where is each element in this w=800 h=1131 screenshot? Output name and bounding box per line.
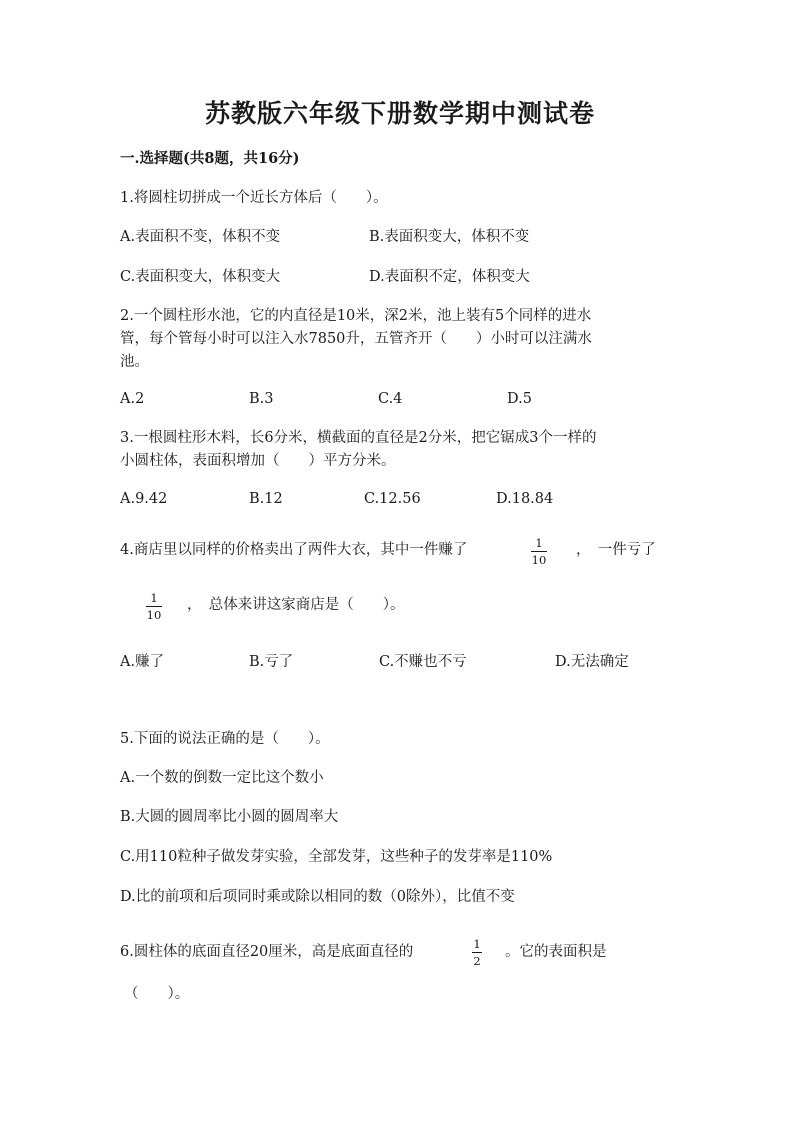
fraction-numerator: 1 (150, 591, 158, 605)
page-title: 苏教版六年级下册数学期中测试卷 (204, 99, 595, 128)
question-stem-line-1: 3.一根圆柱形木料，长6分米，横截面的直径是2分米，把它锯成3个一样的 (120, 430, 597, 446)
option-c: C.不赚也不亏 (379, 654, 467, 670)
option-d: D.5 (507, 391, 532, 407)
question-stem-line-1: 6.圆柱体的底面直径20厘米，高是底面直径的 (120, 944, 414, 960)
question-stem-line-1: 4.商店里以同样的价格卖出了两件大衣，其中一件赚了 (120, 542, 468, 558)
fraction-numerator: 1 (535, 536, 543, 550)
option-d: D.无法确定 (555, 654, 629, 670)
option-c: C.12.56 (364, 491, 421, 507)
option-b: B.表面积变大，体积不变 (369, 229, 530, 245)
fraction-one-half (472, 937, 482, 968)
question-stem-line-1: 2.一个圆柱形水池，它的内直径是10米，深2米，池上装有5个同样的进水 (120, 308, 592, 324)
question-stem-line-1-cont: ， 一件亏了 (576, 542, 656, 558)
fraction-bar (531, 551, 547, 552)
fraction-numerator: 1 (473, 937, 481, 951)
fraction-denominator: 10 (146, 608, 162, 622)
question-stem: 1.将圆柱切拼成一个近长方体后（ ）。 (120, 190, 388, 206)
fraction-denominator: 10 (531, 553, 547, 567)
question-stem-line-2: 小圆柱体，表面积增加（ ）平方分米。 (120, 453, 396, 469)
fraction-one-tenth (531, 536, 547, 567)
option-b: B.3 (249, 391, 274, 407)
option-a: A.表面积不变，体积不变 (120, 229, 281, 245)
option-b: B.12 (249, 491, 283, 507)
option-a: A.2 (120, 391, 145, 407)
option-b: B.大圆的圆周率比小圆的圆周率大 (120, 809, 339, 825)
option-c: C.用110粒种子做发芽实验，全部发芽，这些种子的发芽率是110% (120, 849, 553, 865)
question-stem: 5.下面的说法正确的是（ ）。 (120, 731, 330, 747)
question-stem-line-1-cont: 。它的表面积是 (505, 944, 607, 960)
question-stem-line-2: （ ）。 (124, 986, 190, 1002)
section-heading: 一.选择题(共8题，共16分) (120, 150, 300, 167)
question-stem-line-2: ， 总体来讲这家商店是（ ）。 (187, 597, 405, 613)
question-stem-line-3: 池。 (120, 354, 149, 370)
fraction-bar (472, 952, 482, 953)
fraction-denominator: 2 (473, 954, 481, 968)
option-d: D.18.84 (496, 491, 554, 507)
option-c: C.表面积变大，体积变大 (120, 269, 281, 285)
option-d: D.表面积不定，体积变大 (369, 269, 530, 285)
fraction-one-tenth (146, 591, 162, 622)
option-a: A.一个数的倒数一定比这个数小 (120, 770, 324, 786)
option-d: D.比的前项和后项同时乘或除以相同的数（0除外），比值不变 (120, 889, 515, 905)
option-a: A.赚了 (120, 654, 165, 670)
question-stem-line-2: 管，每个管每小时可以注入水7850升，五管齐开（ ）小时可以注满水 (120, 331, 592, 347)
fraction-bar (146, 606, 162, 607)
option-c: C.4 (378, 391, 403, 407)
option-a: A.9.42 (120, 491, 168, 507)
option-b: B.亏了 (249, 654, 294, 670)
